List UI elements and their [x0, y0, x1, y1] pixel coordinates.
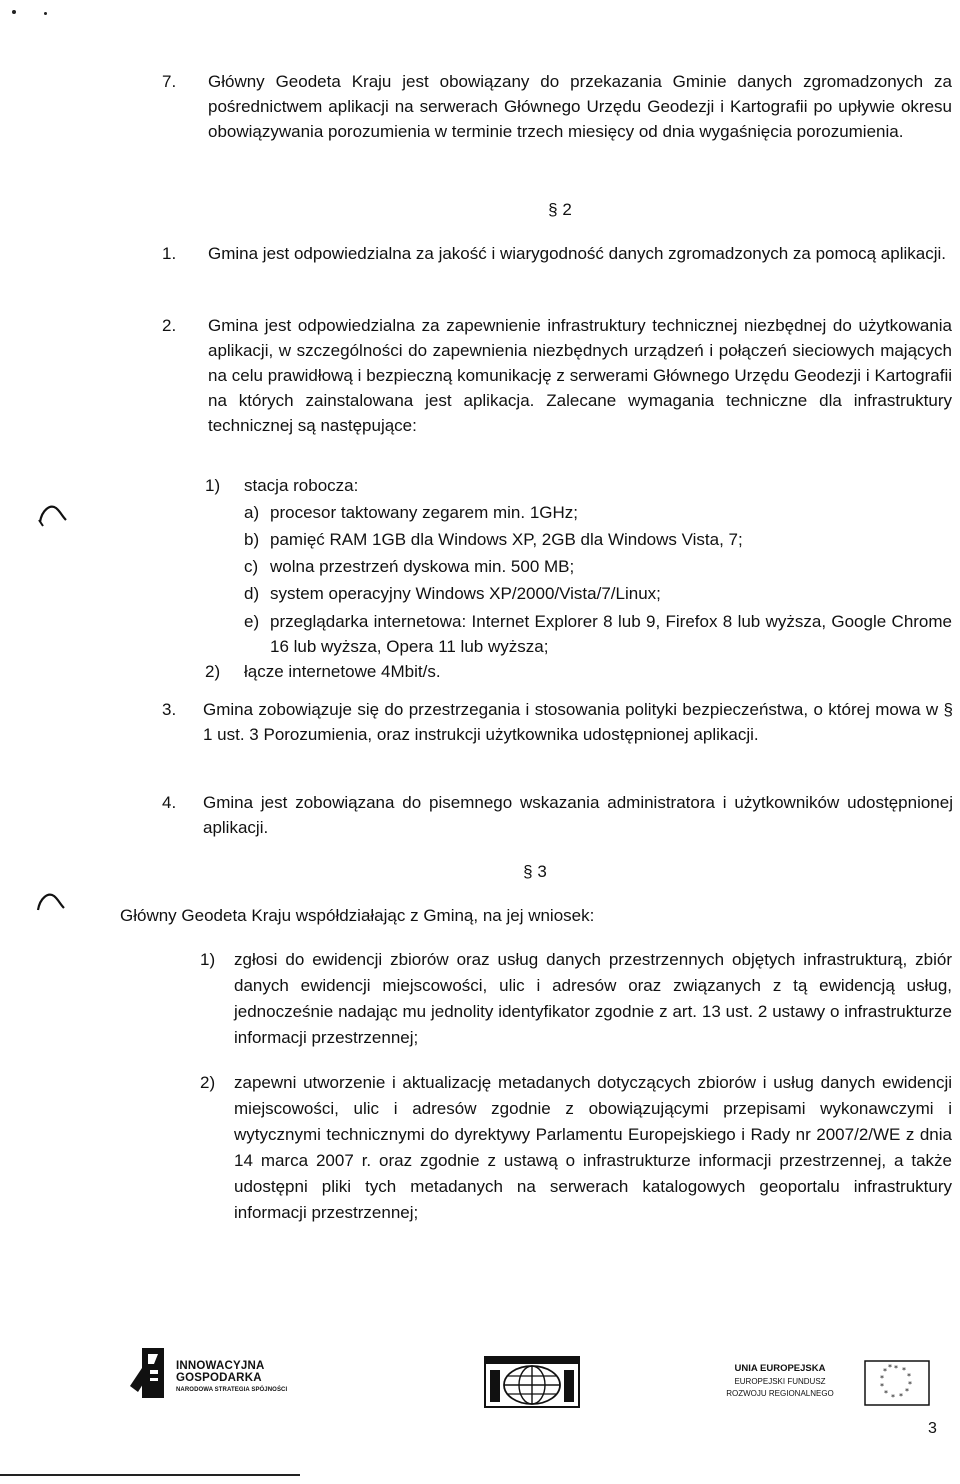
paragraph-text: Gmina jest zobowiązana do pisemnego wskazania administratora i użytkowników udostępnionej aplikacji.: [203, 793, 953, 837]
logo-line: NARODOWA STRATEGIA SPÓJNOŚCI: [176, 1387, 288, 1393]
scan-hook-mark: [36, 500, 70, 530]
sub-list-letter: c): [244, 557, 259, 576]
paragraph-text: Gmina zobowiązuje się do przestrzegania i stosowania polityki bezpieczeństwa, o której mowa w § 1 ust. 3 Porozumienia, oraz instrukcji użytkownika udostępnionej aplikacji.: [203, 700, 953, 744]
svg-text:*: *: [908, 1380, 912, 1389]
item-number: 7.: [162, 72, 177, 91]
item-number: 1.: [162, 244, 177, 263]
sub-list-letter: b): [244, 530, 260, 549]
globe-emblem-icon: [484, 1356, 580, 1408]
section-intro: Główny Geodeta Kraju współdziałając z Gminą, na jej wniosek:: [120, 906, 595, 925]
sub-list-text: wolna przestrzeń dyskowa min. 500 MB;: [270, 557, 575, 576]
svg-text:*: *: [907, 1372, 911, 1381]
logo-line: UNIA EUROPEJSKA: [734, 1363, 826, 1374]
svg-text:*: *: [880, 1382, 884, 1391]
sub-list-letter: e): [244, 612, 260, 631]
list-number: 2): [205, 662, 221, 681]
svg-text:*: *: [883, 1367, 887, 1376]
list-text: łącze internetowe 4Mbit/s.: [244, 662, 441, 681]
svg-text:*: *: [891, 1393, 895, 1402]
unia-europejska-logo: [700, 1360, 940, 1408]
item-number: 2.: [162, 316, 177, 335]
sub-list-text: pamięć RAM 1GB dla Windows XP, 2GB dla Windows Vista, 7;: [270, 530, 743, 549]
logo-line: EUROPEJSKI FUNDUSZ: [734, 1377, 826, 1386]
svg-text:*: *: [894, 1364, 898, 1373]
list-text: stacja robocza:: [244, 476, 359, 495]
section-heading: § 2: [548, 200, 572, 219]
sub-list-text: procesor taktowany zegarem min. 1GHz;: [270, 503, 579, 522]
list-text: zapewni utworzenie i aktualizację metadanych dotyczących zbiorów i usług danych ewidencji miejscowości, ulic i adresów zgodnie z obowiązującymi przepisami wykonawczymi i wytycznymi technicznymi do dyrektywy Parlamentu Europejskiego i Rady nr 2007/2/WE z dnia 14 marca 2007 r. oraz zgodnie z ustawą o infrastrukturze informacji przestrzennej, a także udostępni pliki tych metadanych na serwerach katalogowych geoportalu infrastruktury informacji przestrzennej;: [234, 1073, 952, 1222]
list-number: 1): [200, 950, 216, 969]
eu-flag-icon: [864, 1360, 930, 1406]
svg-text:*: *: [899, 1392, 903, 1401]
sub-list-text: przeglądarka internetowa: Internet Explorer 8 lub 9, Firefox 8 lub wyższa, Google Chrome 16 lub wyższa, Opera 11 lub wyższa;: [270, 612, 952, 656]
scan-mark-dot: [44, 12, 47, 15]
svg-text:*: *: [884, 1389, 888, 1398]
logo-emblem-icon: [128, 1346, 170, 1402]
paragraph-text: Gmina jest odpowiedzialna za zapewnienie infrastruktury technicznej niezbędnej do użytkowania aplikacji, w szczególności do zapewnienia niezbędnych urządzeń i połączeń sieciowych mających na celu prawidłową i bezpieczną komunikację z serwerami Głównego Urzędu Geodezji i Kartografii na których zainstalowana jest aplikacja. Zalecane wymagania techniczne dla infrastruktury technicznej są następujące:: [208, 316, 952, 435]
logo-line: ROZWOJU REGIONALNEGO: [726, 1389, 834, 1398]
svg-text:*: *: [888, 1363, 892, 1372]
svg-text:*: *: [880, 1374, 884, 1383]
paragraph-text: Główny Geodeta Kraju jest obowiązany do przekazania Gminie danych zgromadzonych za pośrednictwem aplikacji na serwerach Głównego Urzędu Geodezji i Kartografii po upływie okresu obowiązywania porozumienia w terminie trzech miesięcy od dnia wygaśnięcia porozumienia.: [208, 72, 952, 141]
scan-hook-mark: [34, 888, 68, 918]
svg-text:*: *: [902, 1366, 906, 1375]
list-text: zgłosi do ewidencji zbiorów oraz usług danych przestrzennych objętych infrastrukturą, zbiór danych ewidencji miejscowości, ulic i adresów oraz związanych z tą ewidencją usług, jednocześnie nadając mu jednolity identyfikator zgodnie z art. 13 ust. 2 ustawy o infrastrukturze informacji przestrzennej;: [234, 950, 952, 1047]
sub-list-letter: a): [244, 503, 260, 522]
item-number: 3.: [162, 700, 177, 719]
svg-text:*: *: [905, 1387, 909, 1396]
sub-list-text: system operacyjny Windows XP/2000/Vista/7/Linux;: [270, 584, 661, 603]
logo-line: GOSPODARKA: [176, 1372, 262, 1384]
section-heading: § 3: [523, 862, 547, 881]
list-number: 2): [200, 1073, 216, 1092]
page-number: 3: [928, 1420, 937, 1437]
innowacyjna-gospodarka-logo: [128, 1346, 328, 1402]
item-number: 4.: [162, 793, 177, 812]
sub-list-letter: d): [244, 584, 260, 603]
logo-line: INNOWACYJNA: [176, 1360, 265, 1372]
list-number: 1): [205, 476, 221, 495]
scan-mark-dot: [12, 10, 16, 14]
footer-rule: [0, 1474, 300, 1476]
paragraph-text: Gmina jest odpowiedzialna za jakość i wiarygodność danych zgromadzonych za pomocą aplikacji.: [208, 244, 946, 263]
